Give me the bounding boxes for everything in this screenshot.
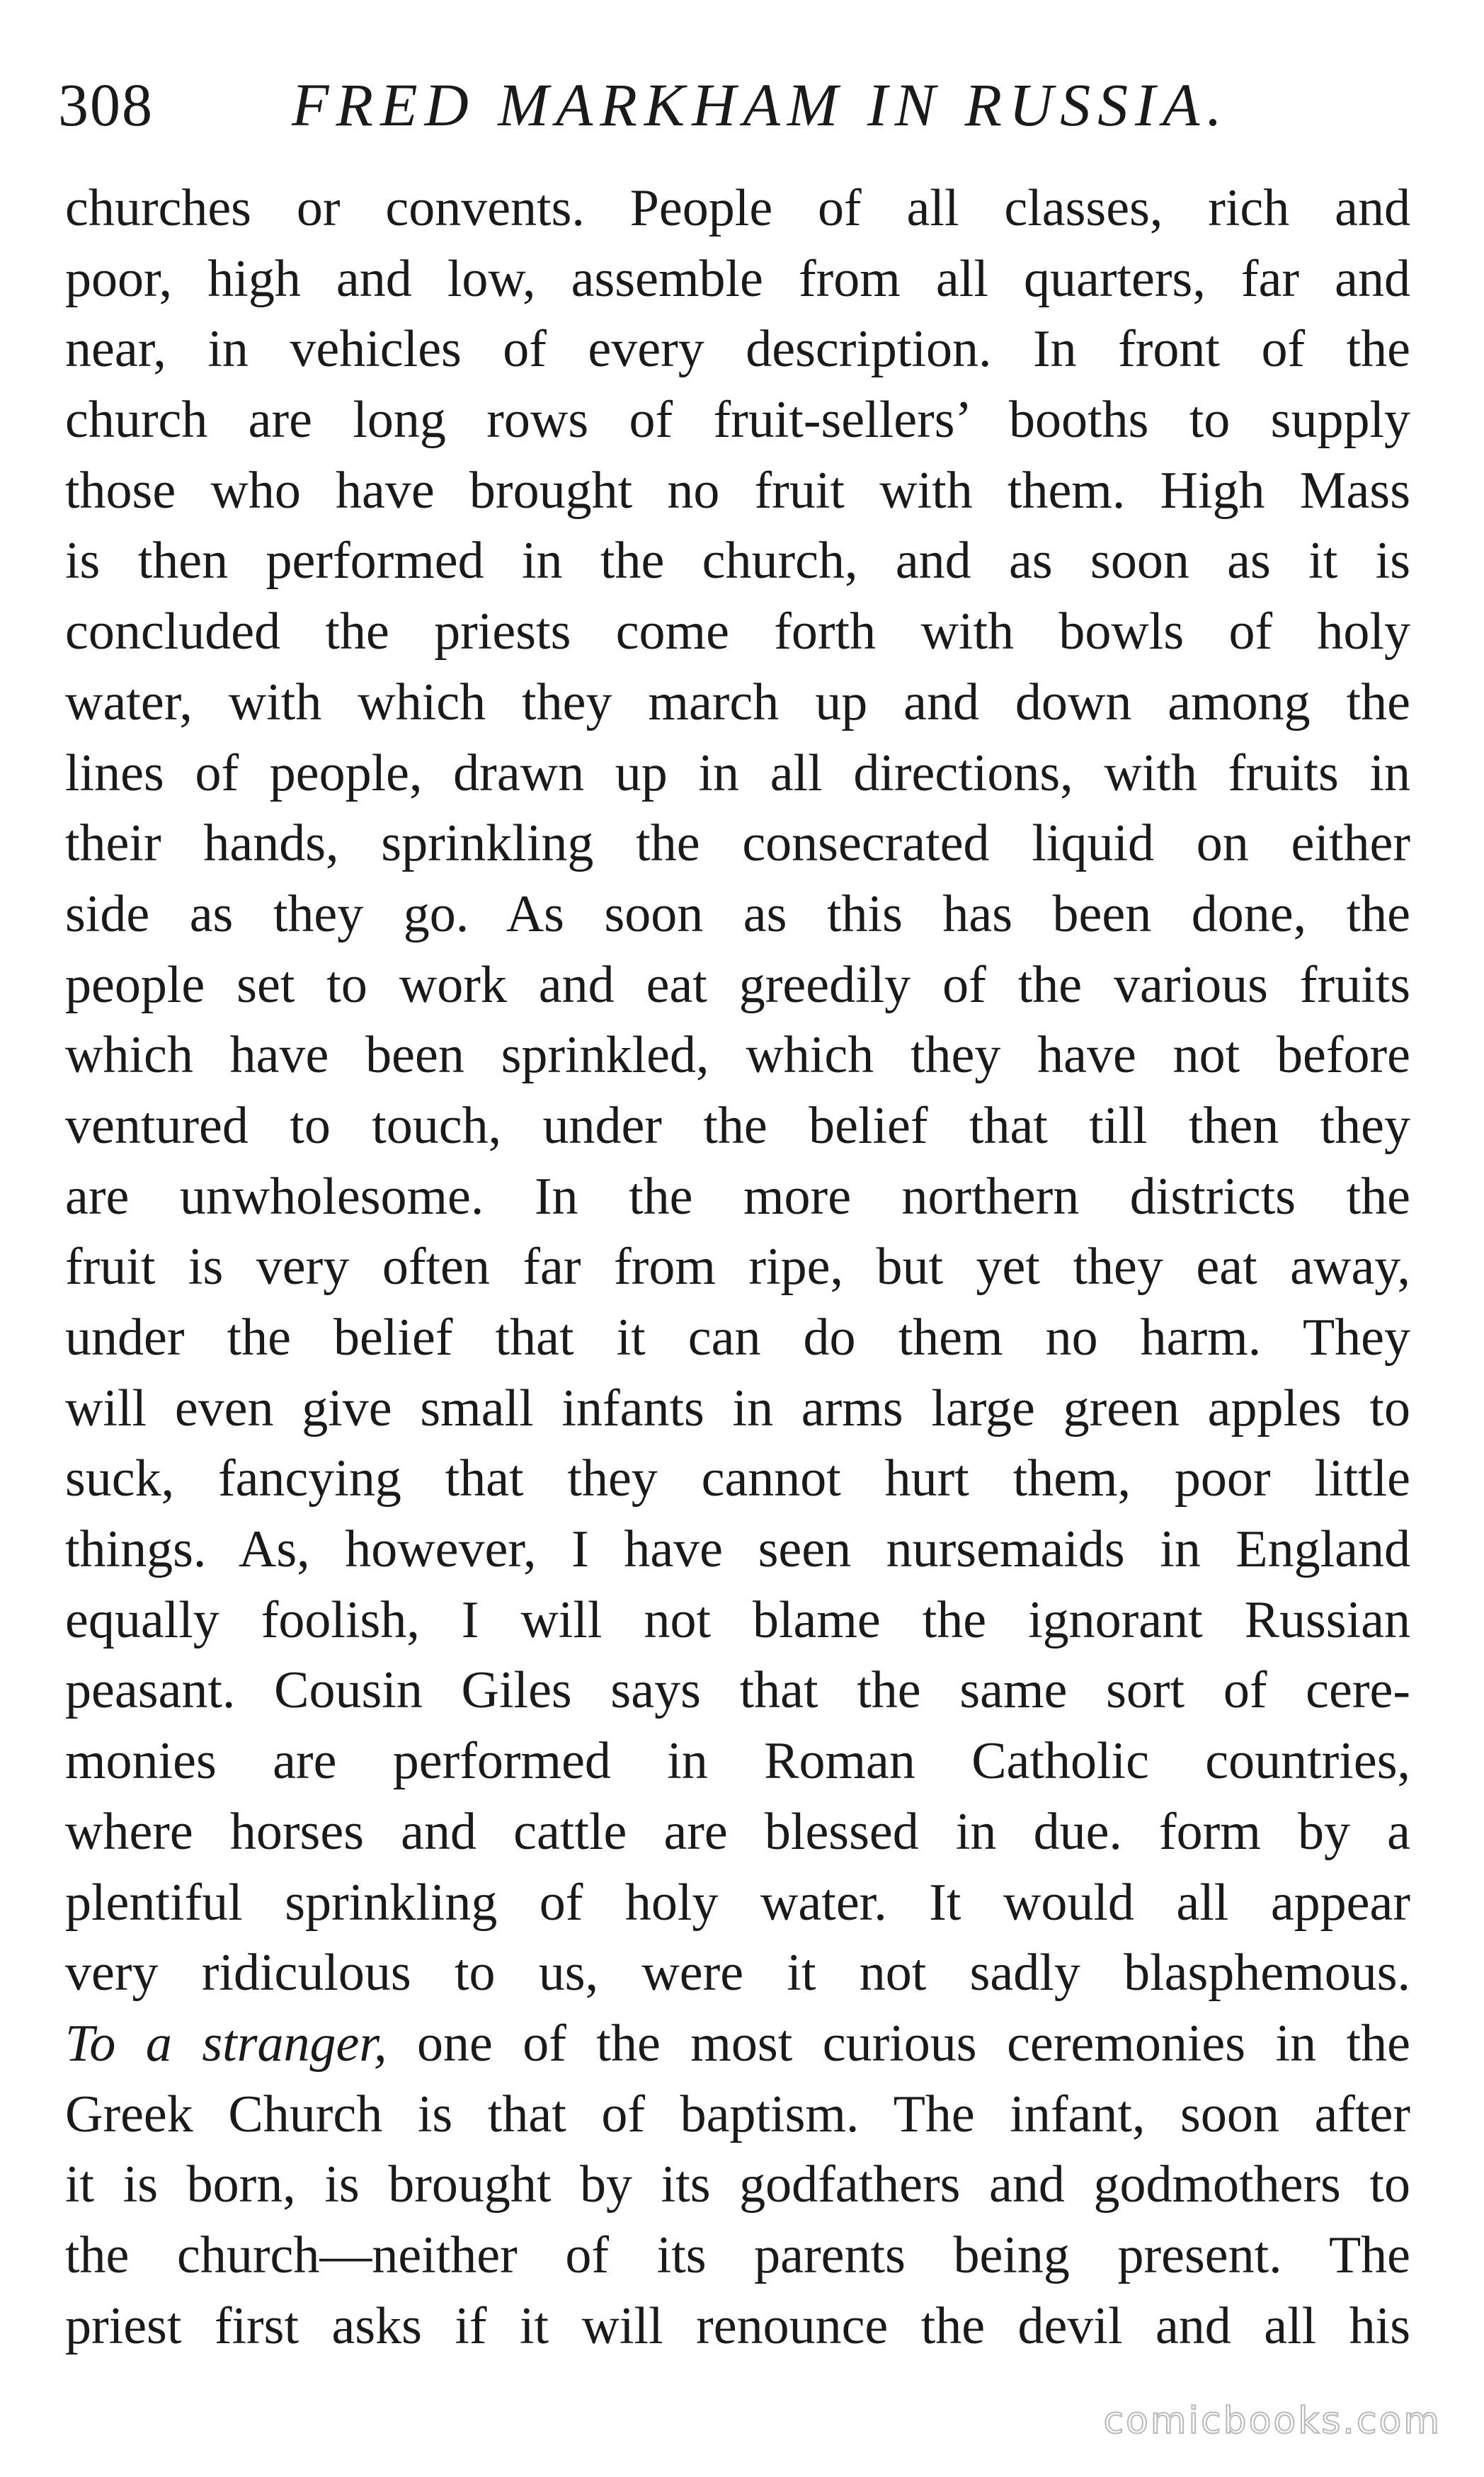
text-line: people set to work and eat greedily of the various fruits — [65, 955, 1410, 1014]
text-line: poor, high and low, assemble from all quarters, far and — [65, 249, 1410, 308]
text-line: churches or convents. People of all classes, rich and — [65, 179, 1410, 237]
text-line: plentiful sprinkling of holy water. It would all appear — [65, 1873, 1410, 1932]
text-line: peasant. Cousin Giles says that the same sort of cere- — [65, 1661, 1410, 1720]
text-line: very ridiculous to us, were it not sadly blasphemous. — [65, 1944, 1410, 2003]
text-line-italic-start — [65, 2009, 1410, 2080]
text-line: lines of people, drawn up in all directions, with fruits in — [65, 744, 1410, 802]
watermark: comicbooks.com — [1103, 2400, 1442, 2442]
roman-phrase: one of the most curious ceremonies in the — [387, 2014, 1410, 2073]
text-line: are unwholesome. In the more northern districts the — [65, 1167, 1410, 1226]
text-line: ventured to touch, under the belief that till then they — [65, 1096, 1410, 1155]
text-line: which have been sprinkled, which they have not before — [65, 1026, 1410, 1085]
text-line: monies are performed in Roman Catholic countries, — [65, 1732, 1410, 1791]
text-line: is then performed in the church, and as soon as it is — [65, 532, 1410, 591]
text-line: those who have brought no fruit with them. High Mass — [65, 461, 1410, 520]
running-title: FRED MARKHAM IN RUSSIA. — [292, 71, 1229, 139]
text-line: church are long rows of fruit-sellers’ booths to supply — [65, 391, 1410, 450]
text-line: near, in vehicles of every description. In front of the — [65, 320, 1410, 379]
text-line: fruit is very often far from ripe, but yet they eat away, — [65, 1238, 1410, 1297]
text-line: side as they go. As soon as this has been done, the — [65, 884, 1410, 943]
text-line: concluded the priests come forth with bowls of holy — [65, 603, 1410, 661]
page-number: 308 — [58, 71, 154, 139]
text-line: Greek Church is that of baptism. The infant, soon after — [65, 2085, 1410, 2143]
text-line: where horses and cattle are blessed in due. form by a — [65, 1802, 1410, 1861]
text-line: things. As, however, I have seen nursemaids in England — [65, 1520, 1410, 1579]
italic-phrase: To a stranger, — [65, 2014, 387, 2073]
text-line: will even give small infants in arms large green apples to — [65, 1379, 1410, 1437]
text-line: suck, fancying that they cannot hurt them, poor little — [65, 1450, 1410, 1508]
text-line: equally foolish, I will not blame the ignorant Russian — [65, 1590, 1410, 1649]
text-line: the church—neither of its parents being present. The — [65, 2226, 1410, 2284]
text-line: their hands, sprinkling the consecrated liquid on either — [65, 814, 1410, 873]
text-line: under the belief that it can do them no harm. They — [65, 1309, 1410, 1367]
text-line: priest first asks if it will renounce the devil and all his — [65, 2296, 1410, 2355]
body-text — [65, 173, 1410, 2362]
running-head — [58, 62, 1403, 147]
text-line: water, with which they march up and down among the — [65, 673, 1410, 731]
text-line: it is born, is brought by its godfathers and godmothers to — [65, 2156, 1410, 2214]
